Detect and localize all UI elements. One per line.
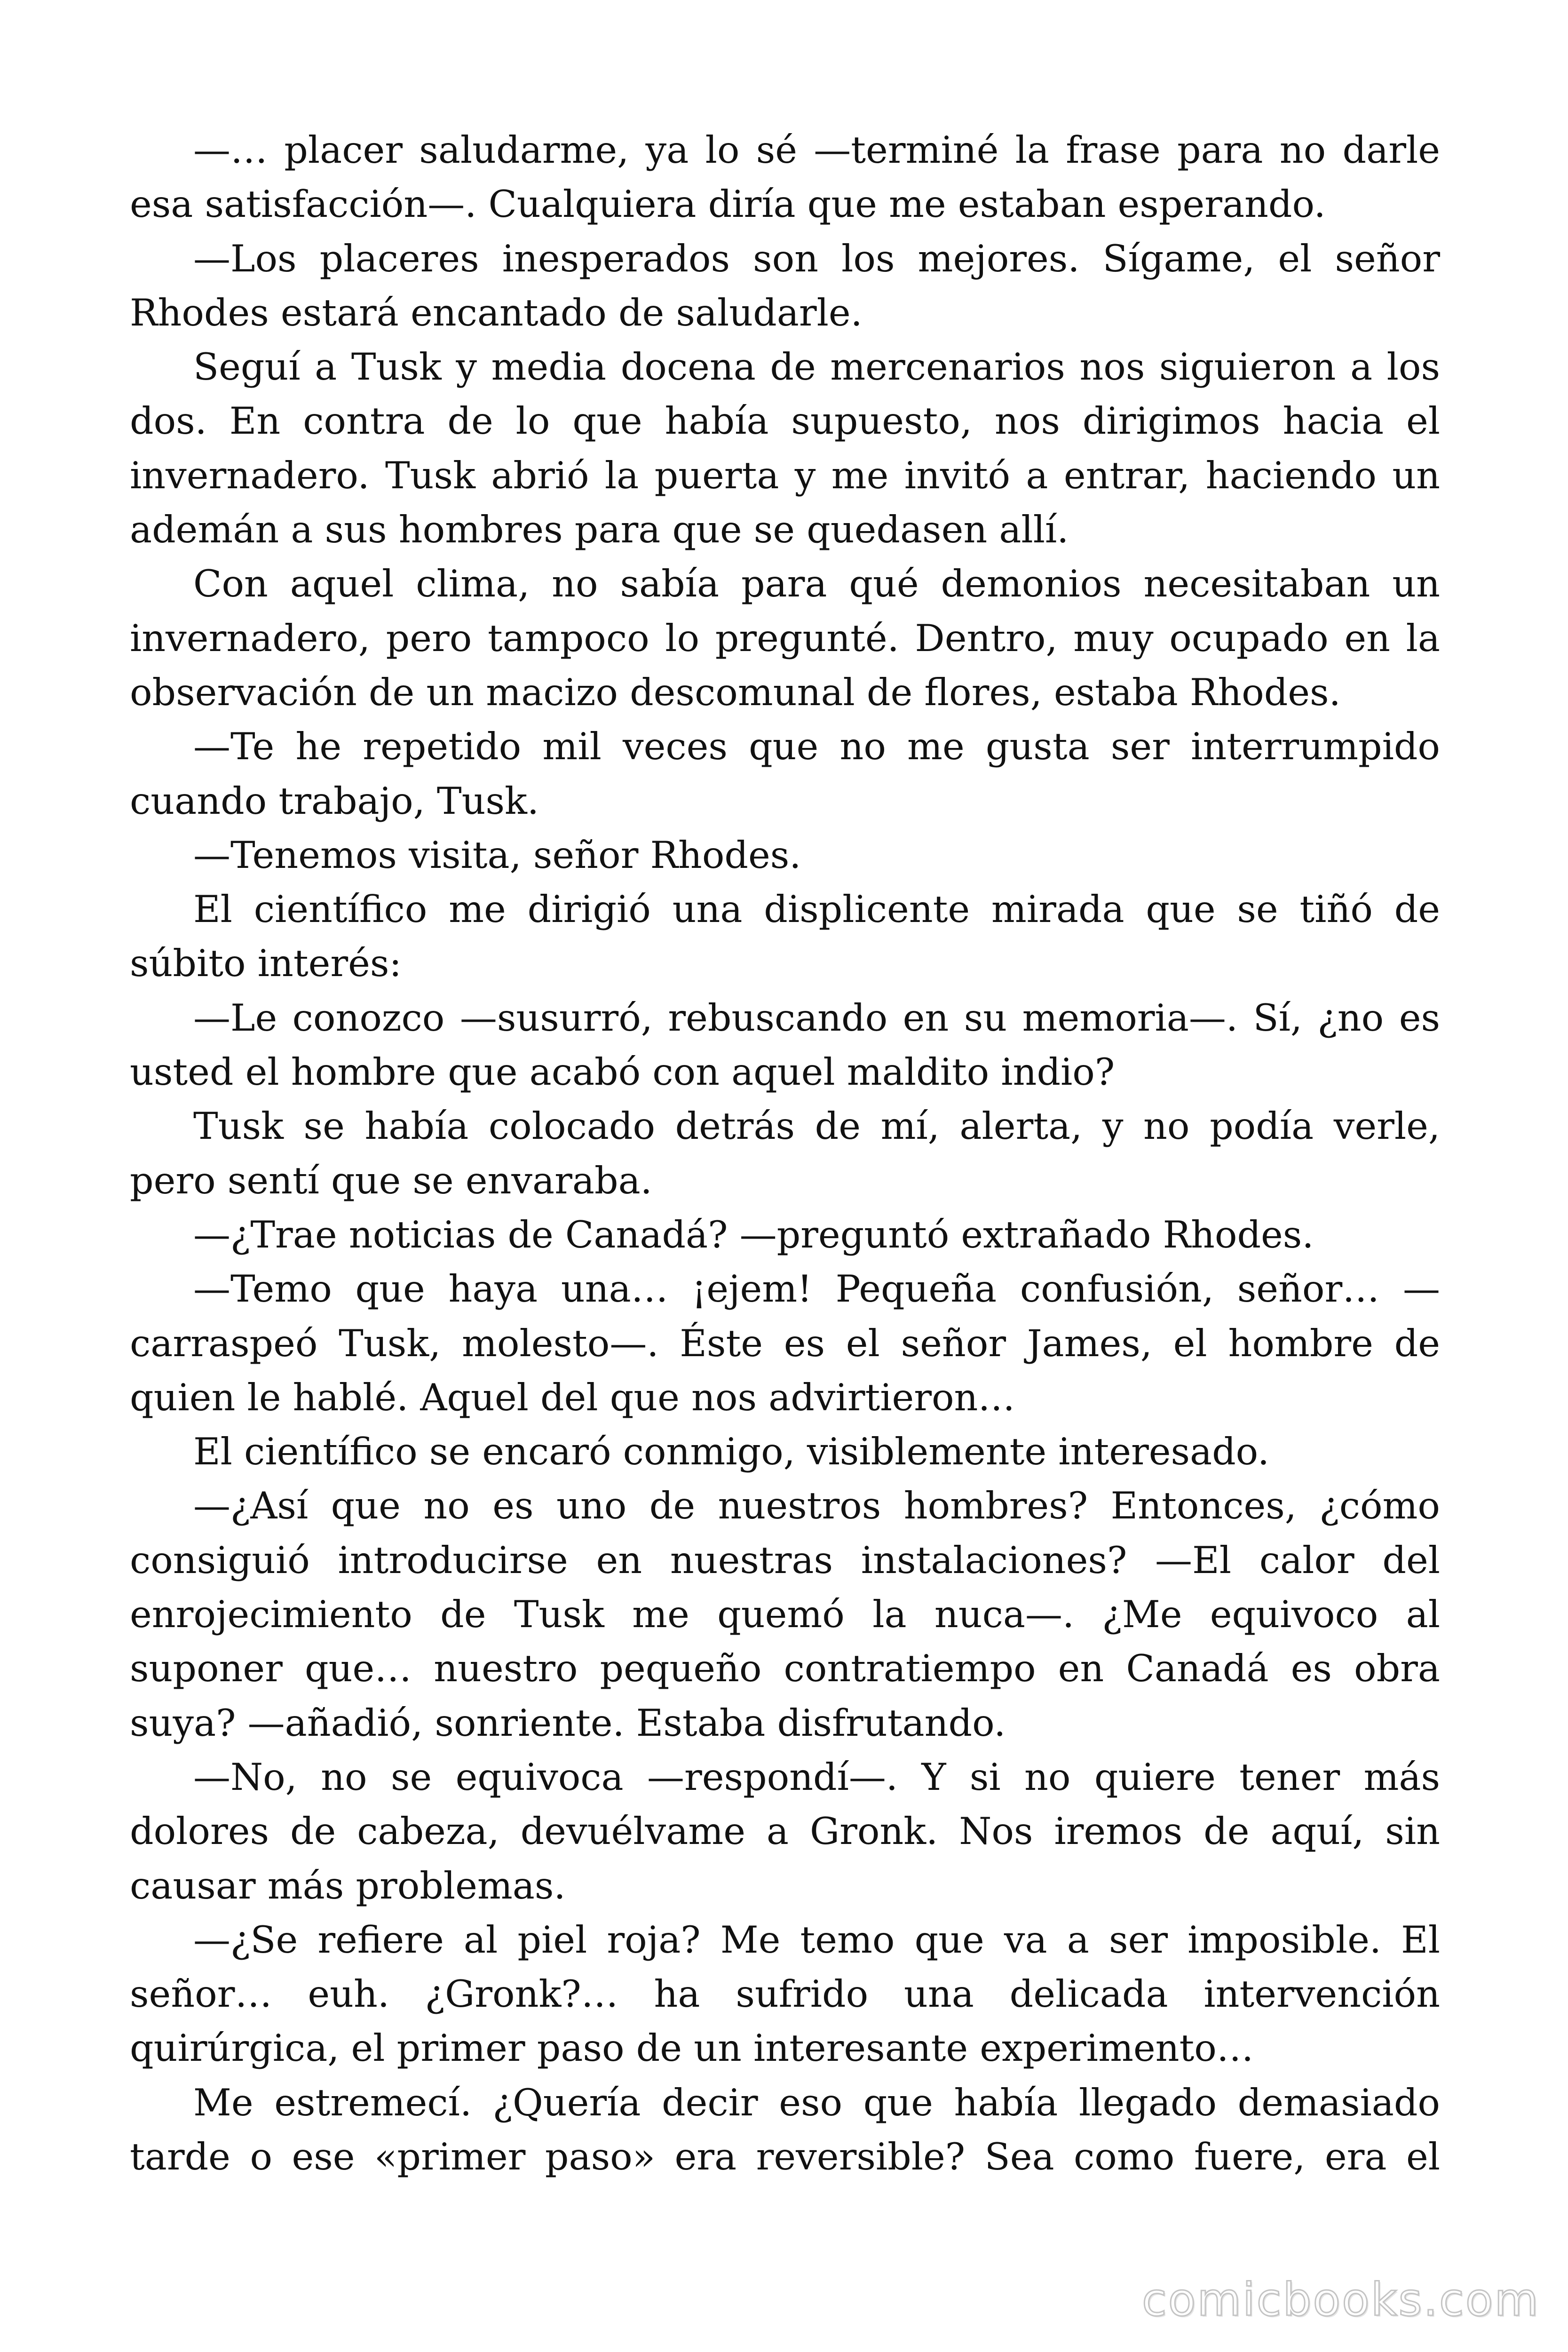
watermark: comicbooks.com [1141, 2273, 1540, 2326]
paragraph: Con aquel clima, no sabía para qué demonios necesitaban un invernadero, pero tampoco lo pregunté. Dentro, muy ocupado en la observación de un macizo descomunal de flores, estaba Rhodes. [130, 562, 1440, 714]
paragraph: El científico me dirigió una displicente mirada que se tiñó de súbito interés: [130, 888, 1440, 985]
paragraph: —¿Trae noticias de Canadá? —preguntó extrañado Rhodes. [193, 1213, 1314, 1256]
paragraph: —Temo que haya una… ¡ejem! Pequeña confusión, señor… —carraspeó Tusk, molesto—. Éste es el señor James, el hombre de quien le hablé. Aquel del que nos advirtieron… [130, 1267, 1440, 1419]
paragraph: El científico se encaró conmigo, visiblemente interesado. [193, 1430, 1269, 1474]
paragraph: —¿Se refiere al piel roja? Me temo que va a ser imposible. El señor… euh. ¿Gronk?… ha sufrido una delicada intervención quirúrgica, el primer paso de un interesante experimento… [130, 1918, 1440, 2070]
paragraph: —… placer saludarme, ya lo sé —terminé la frase para no darle esa satisfacción—. Cualquiera diría que me estaban esperando. [130, 128, 1440, 226]
paragraph: Tusk se había colocado detrás de mí, alerta, y no podía verle, pero sentí que se envaraba. [130, 1104, 1440, 1202]
paragraph: —No, no se equivoca —respondí—. Y si no quiere tener más dolores de cabeza, devuélvame a Gronk. Nos iremos de aquí, sin causar más problemas. [130, 1755, 1440, 1907]
paragraph: Seguí a Tusk y media docena de mercenarios nos siguieron a los dos. En contra de lo que había supuesto, nos dirigimos hacia el invernadero. Tusk abrió la puerta y me invitó a entrar, haciendo un ademán a sus hombres para que se quedasen allí. [130, 345, 1440, 552]
paragraph: —¿Así que no es uno de nuestros hombres? Entonces, ¿cómo consiguió introducirse en nuestras instalaciones? —El calor del enrojecimiento de Tusk me quemó la nuca—. ¿Me equivoco al suponer que… nuestro pequeño contratiempo en Canadá es obra suya? —añadió, sonriente. Estaba disfrutando. [130, 1484, 1440, 1745]
paragraph: —Le conozco —susurró, rebuscando en su memoria—. Sí, ¿no es usted el hombre que acabó con aquel maldito indio? [130, 996, 1440, 1094]
page-body [130, 123, 1440, 2184]
paragraph: —Te he repetido mil veces que no me gusta ser interrumpido cuando trabajo, Tusk. [130, 725, 1440, 823]
paragraph: —Los placeres inesperados son los mejores. Sígame, el señor Rhodes estará encantado de saludarle. [130, 237, 1440, 334]
paragraph: —Tenemos visita, señor Rhodes. [193, 833, 801, 877]
paragraph-continued: Me estremecí. ¿Quería decir eso que había llegado demasiado tarde o ese «primer paso» era reversible? Sea como fuere, era el [130, 2081, 1440, 2178]
